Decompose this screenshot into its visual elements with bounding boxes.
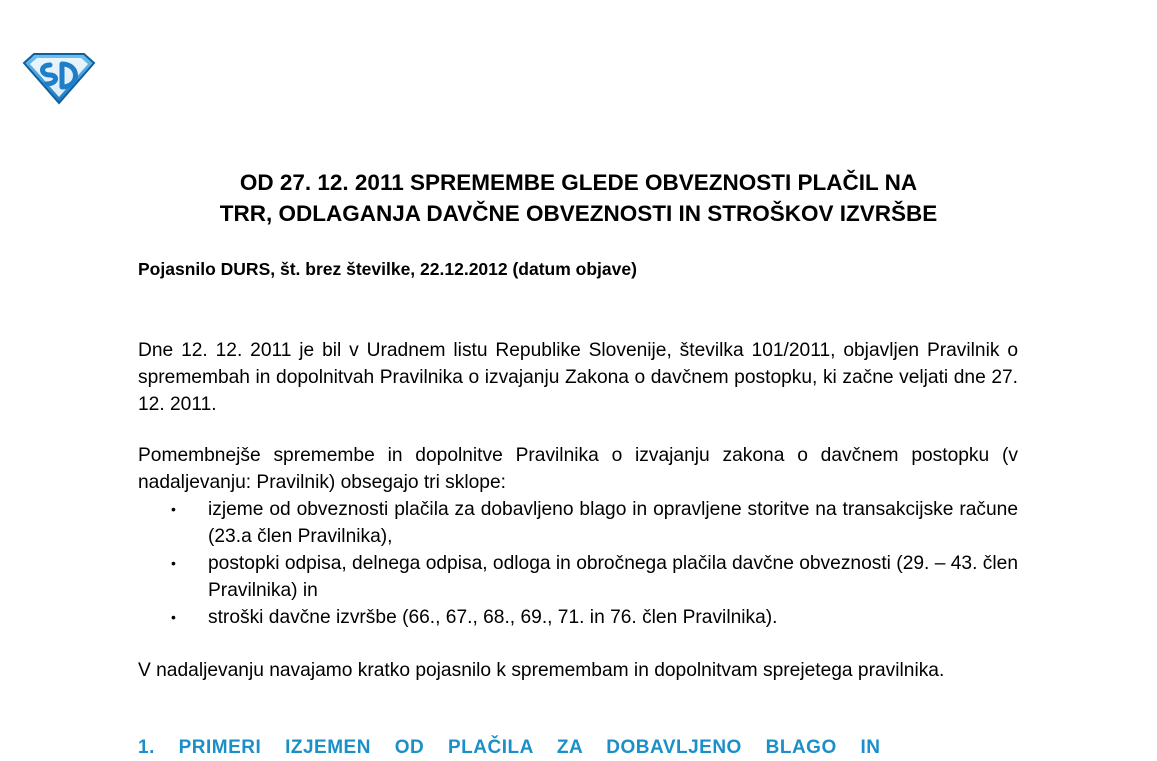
list-item [138,604,1018,631]
document-subtitle: Pojasnilo DURS, št. brez številke, 22.12.2012 (datum objave) [138,259,637,279]
section-heading-partial: 1. PRIMERI IZJEMEN OD PLAČILA ZA DOBAVLJENO BLAGO IN [138,737,881,758]
bullet-icon: • [171,609,176,625]
title-line-1: OD 27. 12. 2011 SPREMEMBE GLEDE OBVEZNOSTI PLAČIL NA [239,170,918,195]
list-item-text: postopki odpisa, delnega odpisa, odloga in obročnega plačila davčne obveznosti (29. – 43. člen Pravilnika) in [208,553,1018,601]
document-title [120,167,1037,229]
sd-logo [22,51,96,105]
paragraph-intro: Dne 12. 12. 2011 je bil v Uradnem listu Republike Slovenije, številka 101/2011, objavljen Pravilnik o spremembah in dopolnitvah Pravilnika o izvajanju Zakona o davčnem postopku, ki začne veljati dne 27. 12. 2011. [138,340,1018,415]
paragraph-changes: Pomembnejše spremembe in dopolnitve Pravilnika o izvajanju zakona o davčnem postopku (v nadaljevanju: Pravilnik) obsegajo tri sklope: [138,445,1018,493]
list-item-text: stroški davčne izvršbe (66., 67., 68., 69., 71. in 76. člen Pravilnika). [208,607,778,628]
list-item [138,496,1018,550]
title-line-2: TRR, ODLAGANJA DAVČNE OBVEZNOSTI IN STROŠKOV IZVRŠBE [219,201,938,226]
bullet-icon: • [171,555,176,571]
list-item-text: izjeme od obveznosti plačila za dobavljeno blago in opravljene storitve na transakcijske račune (23.a člen Pravilnika), [208,499,1018,547]
list-item [138,550,1018,604]
bullet-icon: • [171,501,176,517]
paragraph-outro: V nadaljevanju navajamo kratko pojasnilo k spremembam in dopolnitvam sprejetega pravilnika. [138,660,945,681]
changes-list [138,496,1018,631]
